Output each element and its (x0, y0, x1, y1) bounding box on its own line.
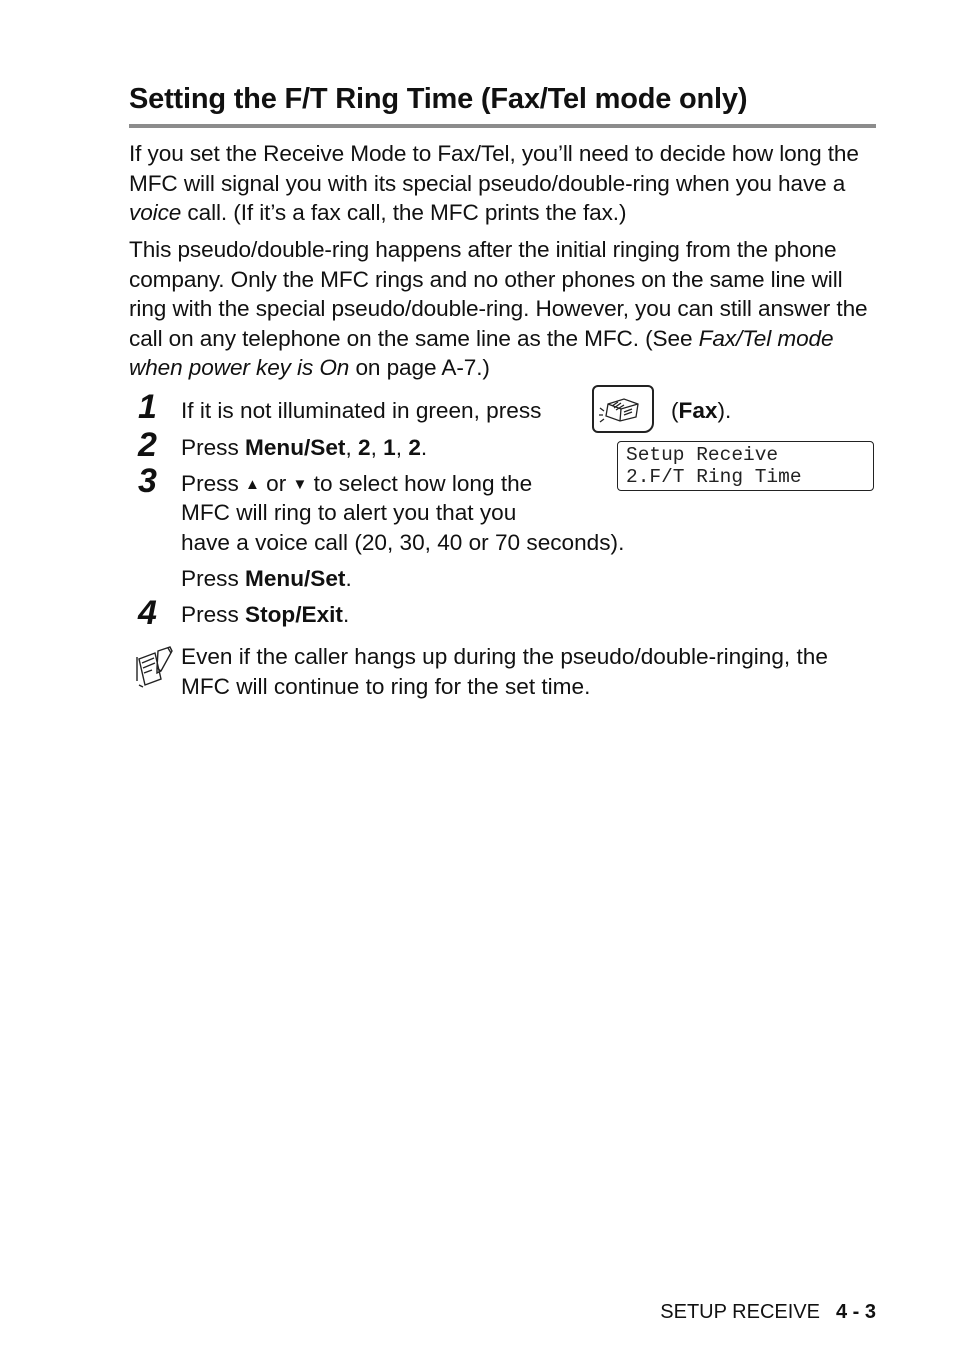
step-3-line-2: MFC will ring to alert you that you (181, 500, 517, 525)
period: . (342, 602, 350, 627)
intro-p1-text-a: If you set the Receive Mode to Fax/Tel, you’ll need to decide how long the MFC will signal you with its special pseudo/double-ring when you have a (129, 141, 859, 196)
or-word: or (259, 471, 293, 496)
step-number-1: 1 (138, 388, 157, 426)
step-3-rest: to select how long the (307, 471, 533, 496)
step-number-4: 4 (138, 594, 157, 632)
step-number-3: 3 (138, 462, 157, 500)
intro-p2-text-b: on page A-7.) (349, 355, 490, 381)
fax-key-button (592, 385, 654, 433)
step-number-2: 2 (138, 426, 157, 464)
fax-key-name: Fax (678, 398, 718, 423)
step-4-text (181, 600, 349, 630)
key-1: 1 (383, 435, 396, 460)
intro-p2-text-a: This pseudo/double-ring happens after the initial ringing from the phone company. Only the MFC rings and no other phones on the same line will ring with the special pseudo/double-ring. However, you can still answer the call on any telephone on the same line as the MFC. (See (129, 237, 868, 351)
stop-exit-key: Stop/Exit (245, 602, 343, 627)
down-arrow-icon: ▼ (292, 476, 308, 493)
title-underline (129, 124, 876, 128)
lcd-line-2: 2.F/T Ring Time (626, 466, 802, 488)
paren-open: ( (671, 398, 679, 423)
press-word: Press (181, 435, 246, 460)
page-number: 4 - 3 (835, 1301, 876, 1323)
step-3-line-1 (181, 469, 532, 502)
lcd-display (617, 441, 874, 491)
fax-key-icon (594, 387, 652, 431)
menu-set-key: Menu/Set (245, 566, 346, 591)
intro-p2-reference: Fax/Tel mode when power key is On (129, 325, 834, 381)
press-word: Press (181, 566, 246, 591)
press-word: Press (181, 471, 246, 496)
press-word: Press (181, 602, 246, 627)
separator: , (395, 435, 409, 460)
menu-set-key: Menu/Set (245, 435, 346, 460)
intro-p1-text-b: call. (If it’s a fax call, the MFC prints the fax.) (181, 200, 627, 226)
up-arrow-icon: ▲ (245, 476, 260, 493)
paren-close: ). (717, 398, 732, 423)
step-3-line-4 (181, 564, 352, 594)
footer-section: SETUP RECEIVE (660, 1301, 820, 1323)
note-text: Even if the caller hangs up during the pseudo/double-ringing, the MFC will continue to ring for the set time. (181, 644, 828, 699)
intro-p1-emphasis: voice (129, 200, 182, 226)
step-2-text (181, 433, 427, 463)
lcd-line-1: Setup Receive (626, 444, 779, 466)
step-3-line-3: have a voice call (20, 30, 40 or 70 seconds). (181, 530, 625, 555)
period: . (420, 435, 428, 460)
page-title: Setting the F/T Ring Time (Fax/Tel mode only) (129, 83, 748, 115)
period: . (345, 566, 352, 591)
intro-paragraph-1 (129, 139, 881, 228)
intro-paragraph-2 (129, 235, 881, 383)
key-2: 2 (358, 435, 371, 460)
separator: , (345, 435, 359, 460)
separator: , (370, 435, 384, 460)
page-footer (660, 1301, 876, 1324)
fax-key-label (671, 396, 731, 426)
key-2b: 2 (408, 435, 421, 460)
step-1-text: If it is not illuminated in green, press (181, 398, 542, 423)
note-pencil-icon (135, 645, 175, 689)
